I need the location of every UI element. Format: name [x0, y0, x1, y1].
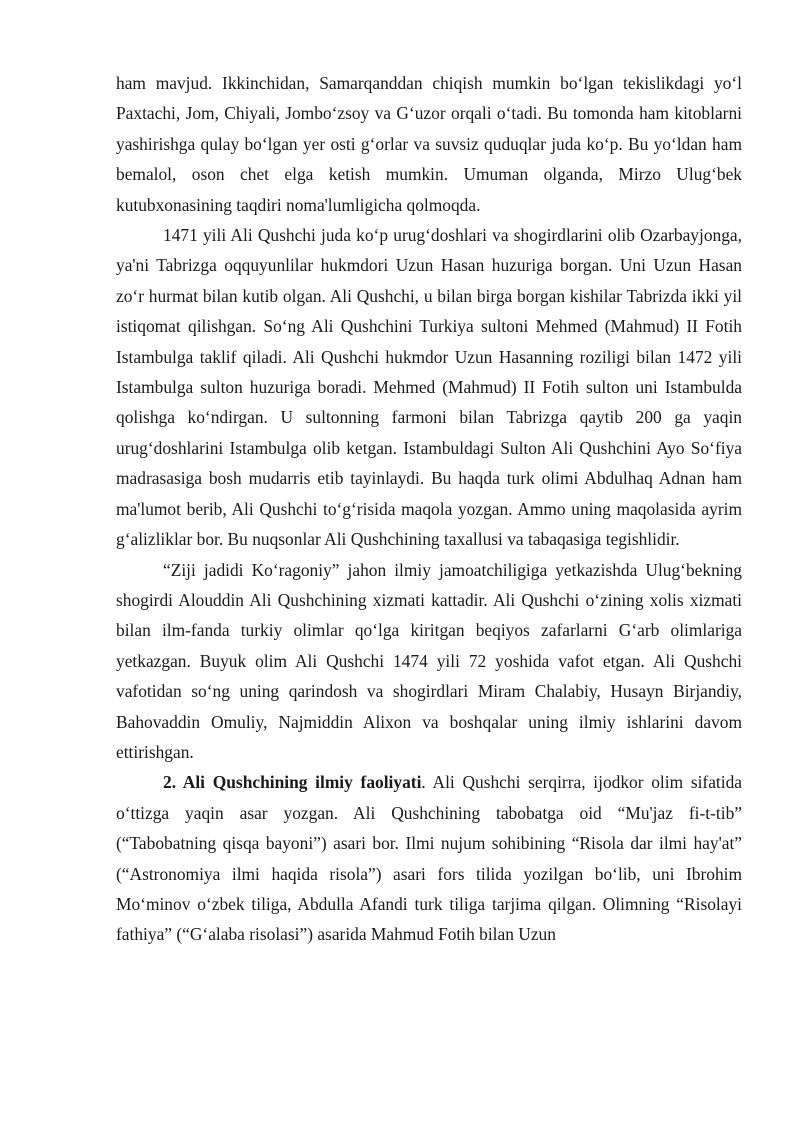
section-body: . Ali Qushchi serqirra, ijodkor olim sifatida o‘ttizga yaqin asar yozgan. Ali Qushchining tabobatga oid “Mu'jaz fi-t-tib” (“Tabobatning qisqa bayoni”) asari bor. Ilmi nujum sohibining “Risola dar ilmi hay'at” (“Astronomiya ilmi haqida risola”) asari fors tilida yozilgan bo‘lib, uni Ibrohim Mo‘minov o‘zbek tiliga, Abdulla Afandi turk tiliga tarjima qilgan. Olimning “Risolayi fathiya” (“G‘alaba risolasi”) asarida Mahmud Fotih bilan Uzun: [116, 772, 743, 945]
paragraph-scientific-activity: [116, 767, 742, 949]
document-page: [116, 68, 742, 950]
section-heading: 2. Ali Qushchining ilmiy faoliyati: [163, 772, 422, 793]
paragraph-tabriz-istanbul: 1471 yili Ali Qushchi juda ko‘p urug‘doshlari va shogirdlarini olib Ozarbayjonga, ya'ni Tabrizga oqquyunlilar hukmdori Uzun Hasan huzuriga borgan. Uni Uzun Hasan zo‘r hurmat bilan kutib olgan. Ali Qushchi, u bilan birga borgan kishilar Tabrizda ikki yil istiqomat qilishgan. So‘ng Ali Qushchini Turkiya sultoni Mehmed (Mahmud) II Fotih Istambulga taklif qiladi. Ali Qushchi hukmdor Uzun Hasanning roziligi bilan 1472 yili Istambulga sulton huzuriga boradi. Mehmed (Mahmud) II Fotih sulton uni Istambulda qolishga ko‘ndirgan. U sultonning farmoni bilan Tabrizga qaytib 200 ga yaqin urug‘doshlarini Istambulga olib ketgan. Istambuldagi Sulton Ali Qushchini Ayo So‘fiya madrasasiga bosh mudarris etib tayinlaydi. Bu haqda turk olimi Abdulhaq Adnan ham ma'lumot berib, Ali Qushchi to‘g‘risida maqola yozgan. Ammo uning maqolasida ayrim g‘alizliklar bor. Bu nuqsonlar Ali Qushchining taxallusi va tabaqasiga tegishlidir.: [116, 225, 742, 550]
paragraph-library-fate: ham mavjud. Ikkinchidan, Samarqanddan chiqish mumkin bo‘lgan tekislikdagi yo‘l Paxtachi, Jom, Chiyali, Jombo‘zsoy va G‘uzor orqali o‘tadi. Bu tomonda ham kitoblarni yashirishga qulay bo‘lgan yer osti g‘orlar va suvsiz quduqlar juda ko‘p. Bu yo‘ldan ham bemalol, oson chet elga ketish mumkin. Umuman olganda, Mirzo Ulug‘bek kutubxonasining taqdiri noma'lumligicha qolmoqda.: [116, 73, 742, 215]
paragraph-ziji-jadidi: “Ziji jadidi Ko‘ragoniy” jahon ilmiy jamoatchiligiga yetkazishda Ulug‘bekning shogirdi Alouddin Ali Qushchining xizmati kattadir. Ali Qushchi o‘zining xolis xizmati bilan ilm-fanda turkiy olimlar qo‘lga kiritgan beqiyos zafarlarni G‘arb olimlariga yetkazgan. Buyuk olim Ali Qushchi 1474 yili 72 yoshida vafot etgan. Ali Qushchi vafotidan so‘ng uning qarindosh va shogirdlari Miram Chalabiy, Husayn Birjandiy, Bahovaddin Omuliy, Najmiddin Alixon va boshqalar uning ilmiy ishlarini davom ettirishgan.: [116, 559, 742, 762]
